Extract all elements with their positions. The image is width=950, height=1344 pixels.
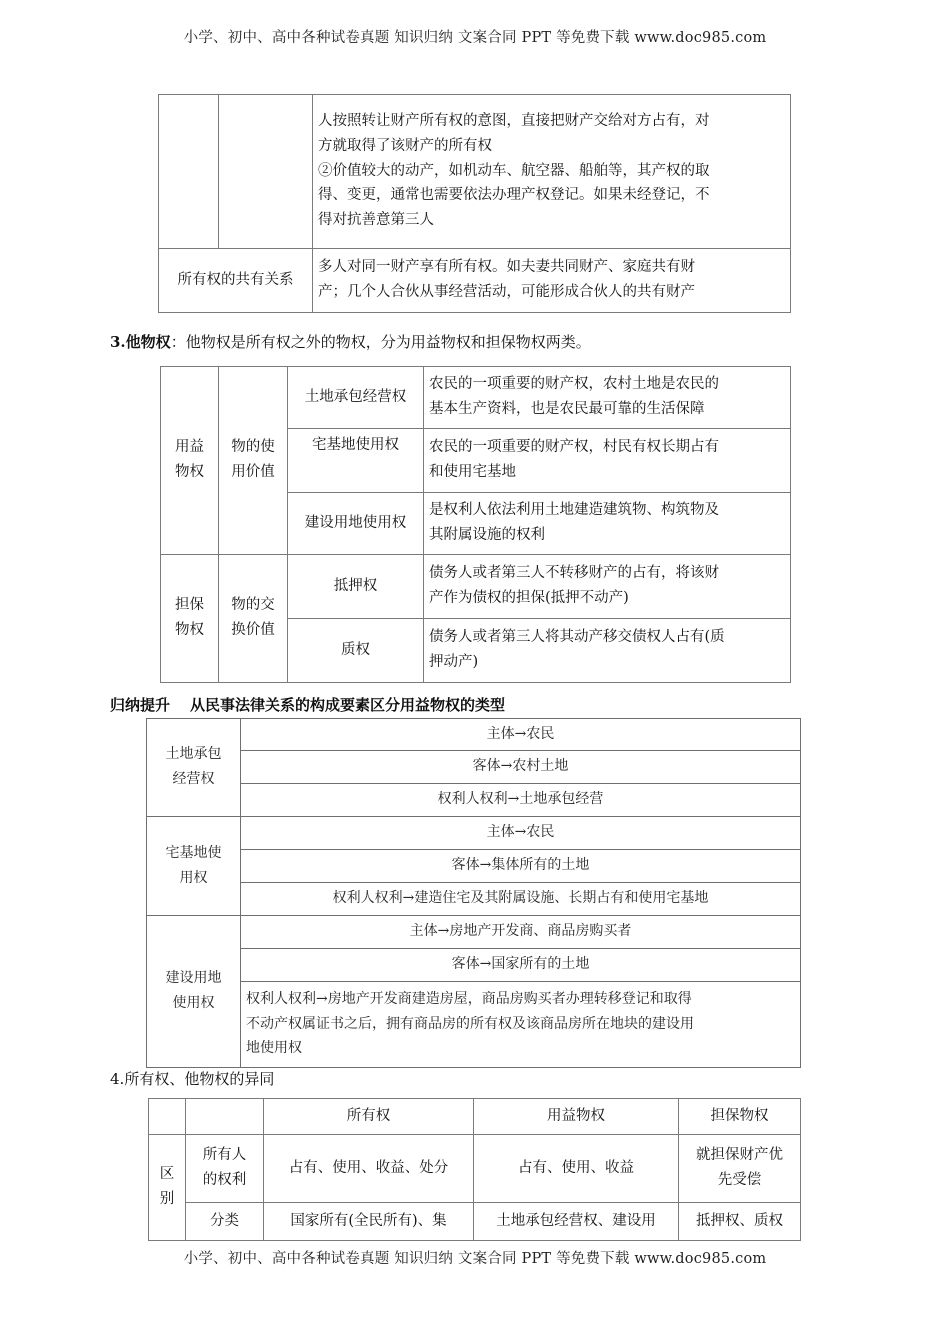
- cell-group-value-usufruct: [219, 367, 288, 555]
- header-ownership: 所有权: [264, 1099, 474, 1135]
- header-usufruct: 用益物权: [474, 1099, 679, 1135]
- desc-line: 押动产): [429, 654, 479, 670]
- desc-line: 人按照转让财产所有权的意图，直接把财产交给对方占有，对: [318, 112, 710, 129]
- desc-line: 农民的一项重要的财产权，村民有权长期占有: [429, 439, 719, 456]
- cell-guina-name-construction: [147, 916, 241, 1068]
- cell-guina-entry: 客体→集体所有的土地: [241, 850, 801, 883]
- table-guina: [146, 718, 801, 1068]
- table-row: [147, 850, 801, 883]
- desc-line: 产；几个人合伙从事经营活动，可能形成合伙人的共有财产: [318, 284, 695, 300]
- cell-right-kind: 土地承包经营权: [288, 367, 424, 429]
- name-line: 使用权: [172, 995, 215, 1011]
- group-line: 物权: [175, 622, 204, 638]
- table-ownership: [158, 94, 791, 313]
- cell-ownership-value: 国家所有(全民所有)、集: [264, 1203, 474, 1241]
- value-line: 物的交: [231, 597, 275, 614]
- value-line: 物的使: [231, 439, 275, 456]
- label-line: 区: [159, 1166, 175, 1183]
- cell-guina-entry: 权利人权利→土地承包经营: [241, 784, 801, 817]
- cell-description: [313, 95, 791, 249]
- group-line: 担保: [175, 597, 204, 614]
- cell-right-kind: 宅基地使用权: [288, 429, 424, 493]
- cell-coownership-label: 所有权的共有关系: [159, 249, 313, 313]
- table-row: [147, 916, 801, 949]
- cell-guina-entry: 客体→农村土地: [241, 751, 801, 784]
- cell-security-value: 抵押权、质权: [679, 1203, 801, 1241]
- desc-line: 其附属设施的权利: [429, 527, 545, 543]
- desc-line: 得对抗善意第三人: [318, 212, 434, 229]
- table-header-row: [149, 1099, 801, 1135]
- section-3-colon: ：: [170, 333, 186, 351]
- table-other-rights: [160, 366, 791, 683]
- group-line: 用益: [175, 439, 204, 456]
- section-4-paragraph: [110, 1068, 274, 1091]
- section-3-text: 他物权是所有权之外的物权，分为用益物权和担保物权两类。: [185, 333, 591, 351]
- name-line: 经营权: [172, 771, 215, 787]
- name-line: 用权: [179, 869, 208, 886]
- cell-guina-name-land-contract: [147, 719, 241, 817]
- desc-line: 债务人或者第三人不转移财产的占有，将该财: [429, 565, 719, 582]
- value-line: 用价值: [231, 464, 275, 480]
- table-row: [147, 784, 801, 817]
- section-4-text: 所有权、他物权的异同: [124, 1070, 275, 1088]
- cell-guina-entry: 主体→房地产开发商、商品房购买者: [241, 916, 801, 949]
- section-3-paragraph: [110, 331, 591, 354]
- table-row: [149, 1135, 801, 1203]
- desc-line: 多人对同一财产享有所有权。如夫妻共同财产、家庭共有财: [318, 259, 695, 276]
- table-row: [159, 95, 791, 249]
- cell-group-usufruct: [161, 367, 219, 555]
- desc-line: 产作为债权的担保(抵押不动产): [429, 590, 629, 606]
- cell-right-kind: 建设用地使用权: [288, 493, 424, 555]
- cell-group-security: [161, 555, 219, 683]
- section-3-term: 他物权: [125, 333, 171, 351]
- entry-line: 地使用权: [246, 1040, 302, 1057]
- cell-guina-entry: 客体→国家所有的土地: [241, 949, 801, 982]
- name-line: 土地承包: [165, 746, 222, 763]
- cell-right-kind: 抵押权: [288, 555, 424, 619]
- group-line: 物权: [175, 464, 204, 480]
- table-row: [159, 249, 791, 313]
- cell-guina-entry: 权利人权利→建造住宅及其附属设施、长期占有和使用宅基地: [241, 883, 801, 916]
- desc-line: 方就取得了该财产的所有权: [318, 137, 492, 154]
- desc-line: 基本生产资料，也是农民最可靠的生活保障: [429, 401, 705, 417]
- cell-right-desc: [424, 367, 791, 429]
- label-line: 别: [159, 1191, 175, 1207]
- cell-right-desc: [424, 619, 791, 683]
- section-4-number: 4.: [110, 1070, 125, 1088]
- aspect-line: 的权利: [202, 1172, 247, 1188]
- value-line: 换价值: [231, 622, 275, 638]
- cell-right-desc: [424, 493, 791, 555]
- header-blank-2: [186, 1099, 264, 1135]
- entry-line: 权利人权利→房地产开发商建造房屋，商品房购买者办理转移登记和取得: [246, 990, 692, 1007]
- cell-subcategory: [219, 95, 313, 249]
- cell-difference-label: [149, 1135, 186, 1241]
- running-header: 小学、初中、高中各种试卷真题 知识归纳 文案合同 PPT 等免费下载 www.doc985.com: [183, 30, 767, 46]
- name-line: 宅基地使: [165, 844, 222, 861]
- cell-right-desc: [424, 555, 791, 619]
- desc-line: 和使用宅基地: [429, 464, 516, 480]
- cell-guina-name-homestead: [147, 817, 241, 916]
- cell-usufruct-value: 占有、使用、收益: [474, 1135, 679, 1203]
- cell-ownership-value: 占有、使用、收益、处分: [264, 1135, 474, 1203]
- entry-line: 不动产权属证书之后，拥有商品房的所有权及该商品房所在地块的建设用: [246, 1015, 694, 1032]
- desc-line: 农民的一项重要的财产权，农村土地是农民的: [429, 376, 719, 393]
- section-3-number: 3.: [110, 333, 126, 351]
- cell-coownership-description: [313, 249, 791, 313]
- guina-label: 归纳提升: [110, 696, 171, 714]
- table-compare: [148, 1098, 801, 1241]
- guina-title: 从民事法律关系的构成要素区分用益物权的类型: [190, 696, 506, 714]
- cell-right-desc: [424, 429, 791, 493]
- cell-group-value-security: [219, 555, 288, 683]
- desc-line: ②价值较大的动产，如机动车、航空器、船舶等，其产权的取: [318, 162, 710, 179]
- cell-guina-entry: 主体→农民: [241, 719, 801, 751]
- desc-line: 得、变更，通常也需要依法办理产权登记。如果未经登记，不: [318, 187, 710, 204]
- name-line: 建设用地: [165, 970, 222, 987]
- guina-heading: [110, 694, 505, 715]
- table-row: [147, 982, 801, 1068]
- cell-guina-entry: 主体→农民: [241, 817, 801, 850]
- value-line: 就担保财产优: [696, 1147, 783, 1164]
- table-row: [147, 751, 801, 784]
- table-row: [161, 367, 791, 429]
- aspect-line: 所有人: [202, 1147, 247, 1164]
- cell-aspect: [186, 1135, 264, 1203]
- desc-line: 债务人或者第三人将其动产移交债权人占有(质: [429, 629, 725, 646]
- table-row: [161, 555, 791, 619]
- cell-usufruct-value: 土地承包经营权、建设用: [474, 1203, 679, 1241]
- cell-guina-entry-long: [241, 982, 801, 1068]
- cell-right-kind: 质权: [288, 619, 424, 683]
- table-row: [147, 883, 801, 916]
- table-row: [147, 817, 801, 850]
- header-blank-1: [149, 1099, 186, 1135]
- header-security: 担保物权: [679, 1099, 801, 1135]
- cell-aspect: 分类: [186, 1203, 264, 1241]
- value-line: 先受偿: [717, 1172, 762, 1188]
- cell-security-value: [679, 1135, 801, 1203]
- running-footer: 小学、初中、高中各种试卷真题 知识归纳 文案合同 PPT 等免费下载 www.doc985.com: [183, 1251, 767, 1267]
- cell-category: [159, 95, 219, 249]
- desc-line: 是权利人依法利用土地建造建筑物、构筑物及: [429, 502, 719, 519]
- table-row: [147, 949, 801, 982]
- table-row: [147, 719, 801, 751]
- table-row: [149, 1203, 801, 1241]
